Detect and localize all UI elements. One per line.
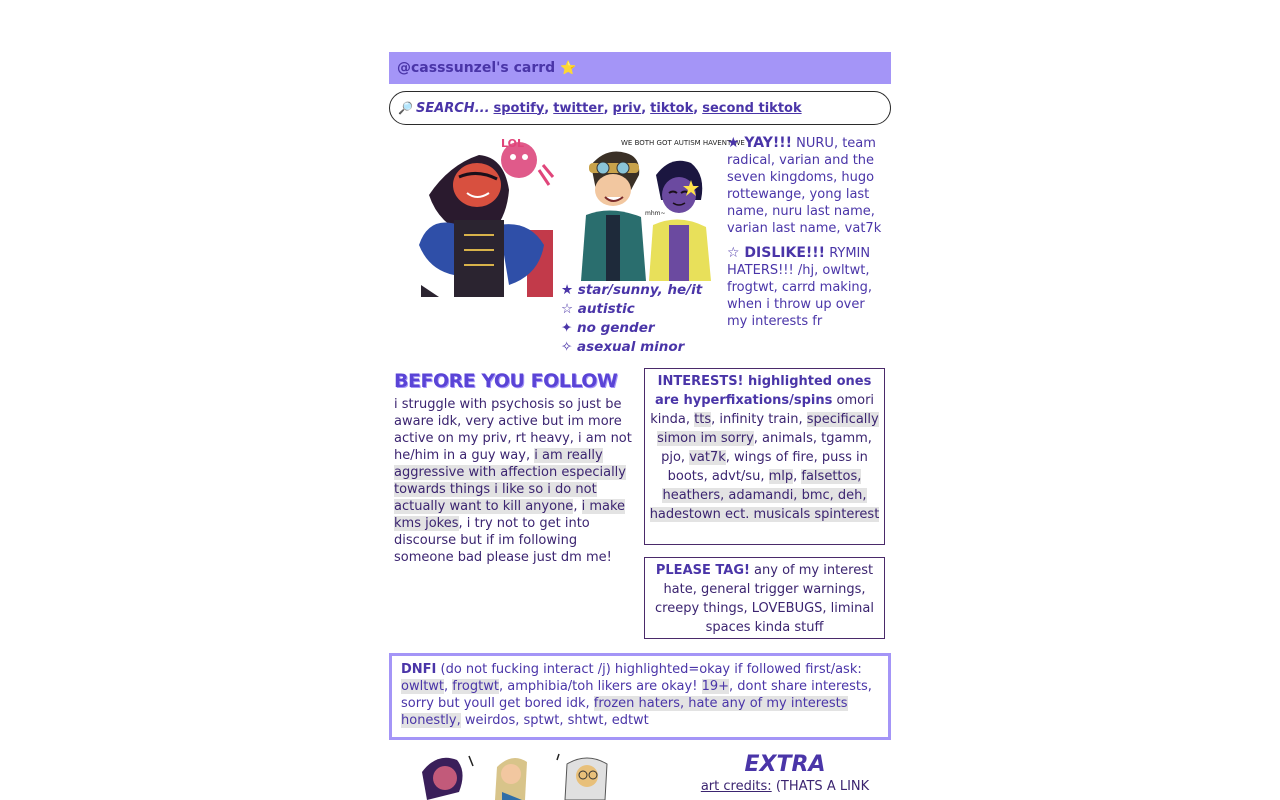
highlight: vat7k xyxy=(689,450,726,465)
carrd-page xyxy=(389,52,891,794)
tag-label: PLEASE TAG! xyxy=(655,563,750,578)
pronoun-item: ✦ no gender xyxy=(561,320,655,336)
speech-lol: LOL xyxy=(501,137,524,150)
highlight: frozen haters, hate any of my interests honestly, xyxy=(401,696,848,728)
extra-heading: EXTRA xyxy=(744,752,826,777)
link-spotify[interactable]: spotify xyxy=(493,100,545,116)
highlight: specifically simon im sorry xyxy=(657,412,879,446)
highlight: i am really aggressive with affection especially towards things i like so i do not actually want to kill anyone xyxy=(394,448,626,514)
speech-autism: WE BOTH GOT AUTISM HAVENT WE xyxy=(621,139,745,147)
profile-row xyxy=(389,135,891,365)
search-label: SEARCH... xyxy=(415,100,490,116)
highlight: frogtwt xyxy=(452,679,499,694)
highlight: 19+ xyxy=(701,679,729,694)
interests-label: INTERESTS! highlighted ones are hyperfixations/spins xyxy=(654,374,872,408)
group-art xyxy=(407,752,629,800)
pronoun-item: ☆ autistic xyxy=(561,301,635,317)
art-credits: art credits: (THATS A LINK xyxy=(700,779,870,794)
highlight: owltwt xyxy=(401,679,445,694)
highlight: tts xyxy=(694,412,712,427)
highlight: mlp xyxy=(768,469,794,484)
interests-box: INTERESTS! highlighted ones are hyperfixations/spins omori kinda, tts, infinity train, specifically simon im sorry, animals, tgamm, pjo, vat7k, wings of fire, puss in boots, advt/su, mlp, falsettos, heathers, adamandi, bmc, deh, hadestown ect. musicals spinterest xyxy=(644,368,885,545)
link-twitter[interactable]: twitter xyxy=(553,100,604,116)
dislike-text: RYMIN HATERS!!! /hj, owltwt, frogtwt, carrd making, when i throw up over my interests fr xyxy=(727,246,873,329)
star-icon: ⭐ xyxy=(560,60,577,76)
character-art-right xyxy=(561,135,745,281)
before-you-follow-section xyxy=(394,370,638,566)
please-tag-box xyxy=(644,557,885,639)
art-credits-link[interactable]: art credits: xyxy=(700,779,772,794)
tag-text: any of my interest hate, general trigger warnings, creepy things, LOVEBUGS, liminal spaces kinda stuff xyxy=(655,563,874,635)
likes-section xyxy=(727,135,887,338)
pronoun-item: ★ star/sunny, he/it xyxy=(561,282,703,298)
pronoun-list xyxy=(561,281,702,357)
dislike-label: ☆ DISLIKE!!! xyxy=(727,245,826,261)
magnifier-icon: 🔎 xyxy=(398,101,413,115)
yay-paragraph xyxy=(727,135,887,237)
title-bar xyxy=(389,52,891,84)
dnfi-label: DNFI xyxy=(401,662,437,677)
extra-section xyxy=(689,752,881,794)
before-heading: BEFORE YOU FOLLOW xyxy=(394,370,618,392)
character-art-left xyxy=(409,135,553,297)
link-tiktok[interactable]: tiktok xyxy=(650,100,694,116)
search-bar: 🔎 SEARCH... spotify , twitter , priv , tiktok , second tiktok xyxy=(389,91,891,125)
before-text: i struggle with psychosis so just be aware idk, very active but im more active on my priv, rt heavy, i am not he/him in a guy way, i am really aggressive with affection especially towards things i like so i do not actually want to kill anyone, i make kms jokes, i try not to get into discourse but if im following someone bad please just dm me! xyxy=(394,397,632,565)
page-title: @casssunzel's carrd xyxy=(397,60,556,76)
link-second-tiktok[interactable]: second tiktok xyxy=(702,100,802,116)
pronoun-item: ✧ asexual minor xyxy=(561,339,685,355)
link-priv[interactable]: priv xyxy=(612,100,642,116)
speech-mhm: mhm~ xyxy=(645,210,666,217)
highlight: i make kms jokes xyxy=(394,499,626,531)
dislike-paragraph xyxy=(727,245,887,330)
dnfi-box: DNFI (do not fucking interact /j) highlighted=okay if followed first/ask: owltwt, frogtwt, amphibia/toh likers are okay! 19+, dont share interests, sorry but youll get bored idk, frozen haters, hate any of my interests honestly, weirdos, sptwt, shtwt, edtwt xyxy=(389,653,891,740)
highlight: falsettos, heathers, adamandi, bmc, deh, hadestown ect. musicals spinterest xyxy=(649,469,880,522)
yay-label: ★ YAY!!! xyxy=(727,135,793,151)
yay-text: NURU, team radical, varian and the seven kingdoms, hugo rottewange, yong last name, nuru last name, varian last name, vat7k xyxy=(727,136,882,236)
